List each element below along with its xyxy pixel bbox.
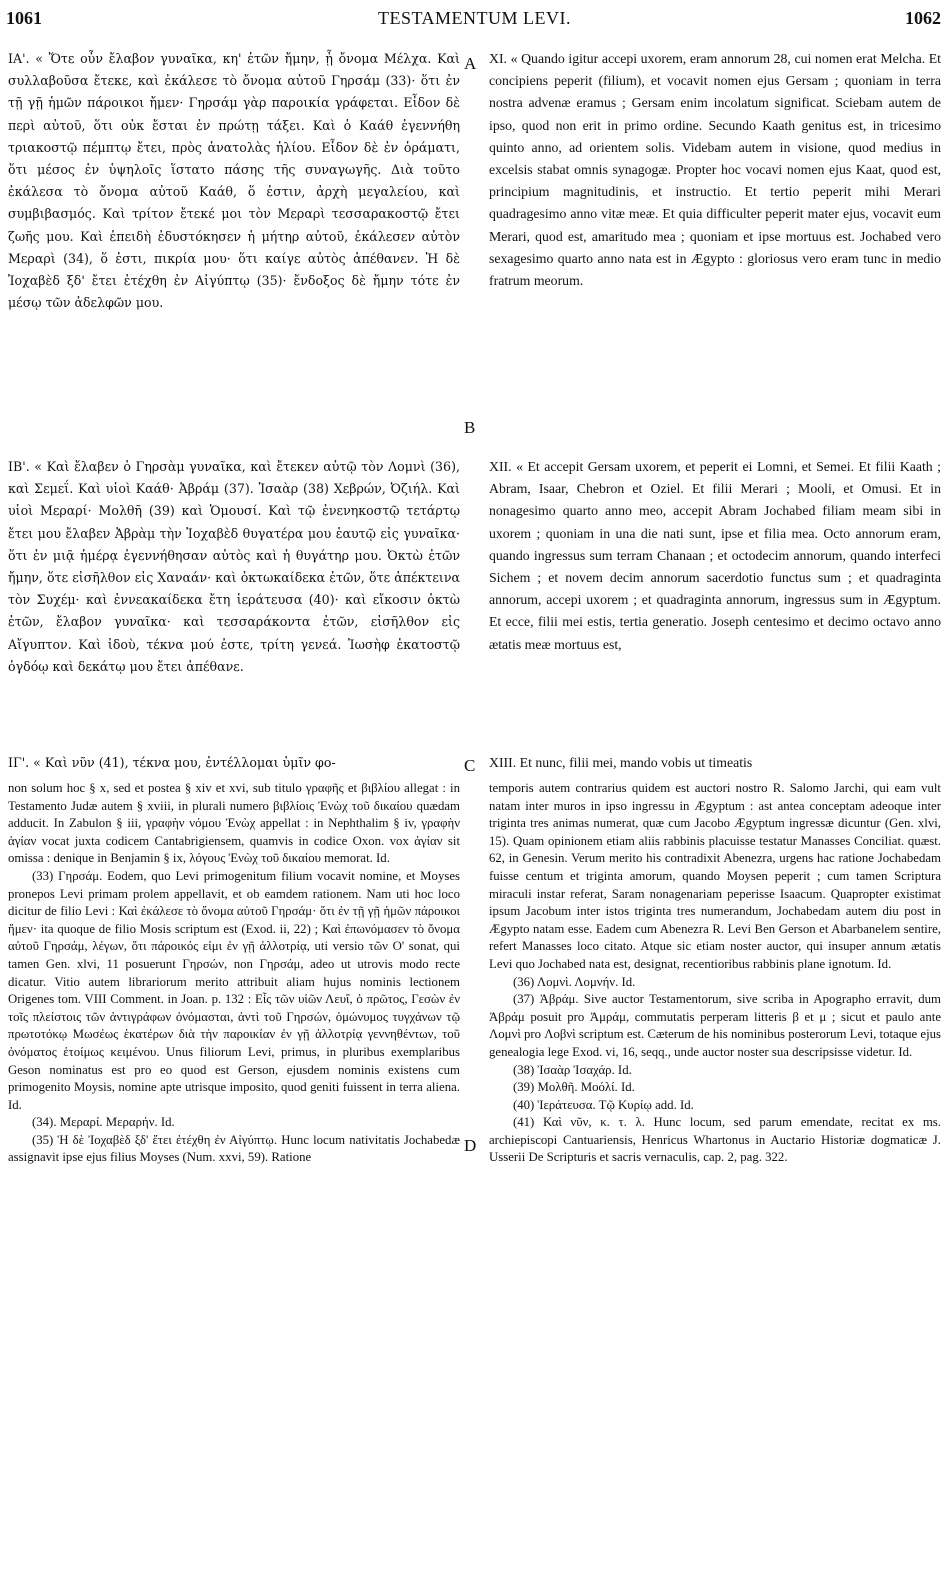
greek-section-11 [8, 48, 460, 408]
latin-section-12 [489, 456, 941, 746]
footnote: (41) Καὶ νῦν, κ. τ. λ. Hunc locum, sed parum emendate, recitat ex ms. archiepiscopi Cantuariensis, Henricus Whartonus in Auctario Historiæ dogmaticæ J. Usserii De Scripturis et sacris vernaculis, cap. 2, pag. 322. [489, 1115, 941, 1165]
footnote: temporis autem contrarius quidem est auctori nostro R. Salomo Jarchi, qui eam vult natam inter muros in ipso ingressu in Ægyptum : ast antea conceptam adeoque inter triginta tres animas numerat, quæ cum Jacobo Ægyptum ingressæ dicuntur (Gen. xlvi, 15). Quam opinionem etiam aliis rabbinis placuisse testatur Manasses Conciliat. quæst. 62, in Genesin. Verum merito his contradixit Abenezra, urgens hac ratione Jochabedam fuisse centum et triginta amorum, quando Moysen peperit ; cum tamen Scriptura miraculi instar referat, Saram nonagenariam peperisse Isaacum. Quapropter existimat ipsum Jacobum inter istos triginta tres numerandum, Jochabedam autem diu post in Ægypto natam esse. Eadem cum Abenezra R. Levi Ben Gerson et Abarbanelem sentire, refert Manasses loco citato. Atque sic etiam noster auctor, qui insuper annum ætatis Levi quo Jochabed nata est, designat, recentioribus rabbinis plane ignotum. Id. [489, 781, 941, 971]
left-page-number: 1061 [6, 8, 42, 28]
greek-paragraph: ΙΓ'. « Καὶ νῦν (41), τέκνα μου, ἐντέλλομαι ὑμῖν φο- [8, 755, 336, 770]
right-page-number: 1062 [905, 8, 941, 28]
footnote: (34). Μεραρί. Μεραρήν. Id. [32, 1115, 175, 1130]
margin-marker-a: A [464, 54, 477, 73]
footnote: (35) Ἡ δὲ Ἰοχαβὲδ ξδ' ἔτει ἐτέχθη ἐν Αἰγύπτῳ. Hunc locum nativitatis Jochabedæ assignavit ipse ejus filius Moyses (Num. xxvi, 59). Ratione [8, 1132, 460, 1165]
latin-section-13 [489, 752, 941, 776]
page-header [0, 8, 949, 38]
footnote: (40) Ἱεράτευσα. Τῷ Κυρίῳ add. Id. [513, 1097, 694, 1112]
running-title: TESTAMENTUM LEVI. [377, 8, 572, 28]
margin-marker-d: D [464, 1136, 477, 1155]
greek-paragraph: ΙΒ'. « Καὶ ἔλαβεν ὁ Γηρσὰμ γυναῖκα, καὶ ἔτεκεν αὐτῷ τὸν Λομνὶ (36), καὶ Σεμεΐ. Καὶ υἱοὶ Καάθ· Ἀβράμ (37). Ἰσαὰρ (38) Χεβρών, Ὀζιήλ. Καὶ υἱοὶ Μεραρί· Μολθῆ (39) καὶ Ὁμουσί. Καὶ τῷ ἐνενηκοστῷ τετάρτῳ ἔτει μου ἔλαβεν Ἀβρὰμ τὴν Ἰοχαβὲδ θυγατέρα μου ἑαυτῷ εἰς γυναῖκα· ὅτι ἐν μιᾷ ἡμέρᾳ ἐγεννήθησαν αὐτὸς καὶ ἡ θυγάτηρ μου. Ὀκτὼ ἐτῶν ἤμην, ὅτε εἰσῆλθον εἰς Χαναάν· καὶ ὀκτωκαίδεκα ἐτῶν, ὅτε ἀπέκτεινα τὸν Συχέμ· καὶ ἐννεακαίδεκα ἔτη ἱεράτευσα (40)· καὶ εἴκοσιν ὀκτὼ ἐτῶν, ἔλαβον γυναῖκα· καὶ τεσσαράκοντα ἐτῶν, εἰσῆλθον εἰς Αἴγυπτον. Καὶ ἰδοὺ, τέκνα μού ἐστε, τρίτη γενεά. Ἰωσὴφ ἑκατοστῷ ὀγδόῳ καὶ δεκάτῳ μου ἔτει ἀπέθανε. [8, 459, 460, 674]
latin-paragraph: XIII. Et nunc, filii mei, mando vobis ut timeatis [489, 755, 753, 770]
footnote: (39) Μολθῆ. Μοόλί. Id. [513, 1080, 635, 1095]
footnote: (36) Λομνὶ. Λομνήν. Id. [513, 974, 636, 989]
notes-left-column [8, 780, 460, 1572]
latin-paragraph: XI. « Quando igitur accepi uxorem, eram annorum 28, cui nomen erat Melcha. Et concipiens peperit (filium), et vocavit nomen ejus Gersam ; quoniam in terra nostra advenæ eramus ; Gersam enim incolatum significat. Sciebam autem de ipso, quod non erit in primo ordine. Secundo Kaath genitus est, in tricesimo quinto anno, ad orientem solis. Videbam autem in visione, quod medius in excelsis stabat omnis synagogæ. Propter hoc vocavi nomen ejus Kaat, quod est, principium magnitudinis, et instructio. Et tertio peperit mihi Merari quadragesimo anno vitæ meæ. Et quia difficulter peperit mater ejus, vocavit eum Merari, quod est, amaritudo mea ; quoniam et ipse mortuus est. Jochabed vero sexagesimo quarto anno nata est in Ægypto : gloriosus vero eram tunc in medio fratrum meorum. [489, 51, 941, 289]
greek-section-12 [8, 456, 460, 706]
margin-marker-c: C [464, 756, 476, 775]
footnote: (38) Ἰσαὰρ Ἰσαχάρ. Id. [513, 1062, 632, 1077]
greek-paragraph: ΙΑ'. « Ὅτε οὖν ἔλαβον γυναῖκα, κη' ἐτῶν ἤμην, ᾗ ὄνομα Μέλχα. Καὶ συλλαβοῦσα ἔτεκε, καὶ ἐκάλεσε τὸ ὄνομα αὐτοῦ Γηρσάμ (33)· ὅτι ἐν τῇ γῇ ἡμῶν πάροικοι ἤμεν· Γηρσάμ γὰρ παροικία γράφεται. Εἶδον δὲ περὶ αὐτοῦ, ὅτι οὐκ ἔσται ἐν πρώτῃ τάξει. Καὶ ὁ Καάθ ἐγεννήθη τριακοστῷ πέμπτῳ ἔτει, πρὸς ἀνατολὰς ἡλίου. Εἶδον δὲ ἐν ὁράματι, ὅτι μέσος ἐν ὑψηλοῖς ἵστατο πάσης τῆς συναγωγῆς. Διὰ τοῦτο ἐκάλεσα τὸ ὄνομα αὐτοῦ Καάθ, ὅ ἐστιν, ἀρχὴ μεγαλείου, καὶ συμβιβασμός. Καὶ τρίτον ἔτεκέ μοι τὸν Μεραρὶ τεσσαρακοστῷ ἔτει ζωῆς μου. Καὶ ἐπειδὴ ἐδυστόκησεν ἡ μήτηρ αὐτοῦ, ἐκάλεσεν αὐτὸν Μεραρὶ (34), ὅ ἐστι, πικρία μου· ὅτι καίγε αὐτὸς ἀπέθανεν. Ἡ δὲ Ἰοχαβὲδ ξδ' ἔτει ἐτέχθη ἐν Αἰγύπτῳ (35)· ἔνδοξος δὲ ἤμην τότε ἐν μέσῳ τῶν ἀδελφῶν μου. [8, 51, 460, 311]
footnote: non solum hoc § x, sed et postea § xiv et xvi, sub titulo γραφῆς et βιβλίου allegat : in Testamento Judæ autem § xviii, in plurali numero βιβλίοις Ἐνὼχ τοῦ δικαίου quædam adducit. In Zabulon § iii, γραφὴν νόμου Ἐνὼχ appellat : in Nephthalim § iv, γραφὴν ἁγίαν vocat juxta codicem Cantabrigiensem, quamvis in codice Oxon. vox ἁγίαν sit omissa : denique in Benjamin § ix, λόγους Ἐνὼχ τοῦ δικαίου memorat. Id. [8, 781, 460, 866]
greek-section-13 [8, 752, 460, 776]
latin-section-11 [489, 48, 941, 454]
notes-right-column [489, 780, 941, 1572]
footnote: (37) Ἀβράμ. Sive auctor Testamentorum, sive scriba in Apographo erravit, dum Ἀβράμ posuit pro Ἀμράμ, commutatis perperam litteris β et μ ; sicut et paulo ante Λομνὶ pro Λοβνὶ scriptum est. Cæterum de his nominibus posterorum Levi, totaque ejus genealogia lege Exod. vi, 16, seqq., unde auctor noster sua descripsisse videtur. Id. [489, 992, 941, 1059]
footnote: (33) Γηρσάμ. Eodem, quo Levi primogenitum filium vocavit nomine, et Moyses pronepos Levi primam prolem appellavit, et ob eamdem rationem. Nam uti hoc loco dicitur de filio Levi : Καὶ ἐκάλεσε τὸ ὄνομα αὐτοῦ Γηρσάμ· ὅτι ἐν τῇ γῇ ἡμῶν πάροικοι ἤμεν· ita quoque de filio Mosis scriptum est (Exod. ii, 22) ; Καὶ ἐπωνόμασεν τὸ ὄνομα αὐτοῦ Γηρσάμ, λέγων, ὅτι πάροικός εἰμι ἐν γῇ ἀλλοτρίᾳ, uti versio τῶν Ο' sonat, qui tamen Gen. xlvi, 11 posuerunt Γηρσών, non Γηρσάμ, adeo ut utrovis modo recte dicatur. Vitio autem librariorum merito attribuit aliam hujus nominis lectionem Origenes tom. VIII Comment. in Joan. p. 132 : Εἷς τῶν υἱῶν Λευΐ, ὁ πρῶτος, Γεσὼν ἐν τοῖς πλείστοις τῶν ἀντιγράφων ὀνόμασται, ἀντὶ τοῦ Γηρσών, ὁμώνυμος τυγχάνων τῷ πρωτοτόκῳ Μωσέως ἑκατέρων διὰ τὴν παροικίαν ἐν γῇ ἀλλοτρίᾳ γεννηθέντων, τοῦ ὀνόματος ἑτοίμως κειμένου. Unus filiorum Levi, primus, in pluribus exemplaribus Geson nominatus est pro eo quod est Gerson, ejusdem nominis existens cum primogenito Moysis, nomine apte utrisque imposito, quod geniti fuissent in terra aliena. Id. [8, 868, 460, 1112]
latin-paragraph: XII. « Et accepit Gersam uxorem, et peperit ei Lomni, et Semei. Et filii Kaath ; Abram, Isaar, Chebron et Oziel. Et filii Merari ; Mooli, et Omusi. Et in nonagesimo quarto anno meo, accepit Abram Jochabed filiam meam sibi in uxorem ; quoniam in una die nati sunt, ipse et filia mea. Octo annorum eram, quando ingressus sum terram Chanaan ; et octodecim annorum, quando interfeci Sichem ; et novem decim annorum sacerdotio functus sum ; et quadraginta annorum, accepi uxorem ; et quadraginta annorum, ingressus sum in Ægyptum. Et ecce, filii mei estis, tertia generatio. Joseph centesimo et decimo octavo anno ætatis meæ mortuus est, [489, 459, 941, 652]
margin-marker-b: B [464, 418, 476, 437]
